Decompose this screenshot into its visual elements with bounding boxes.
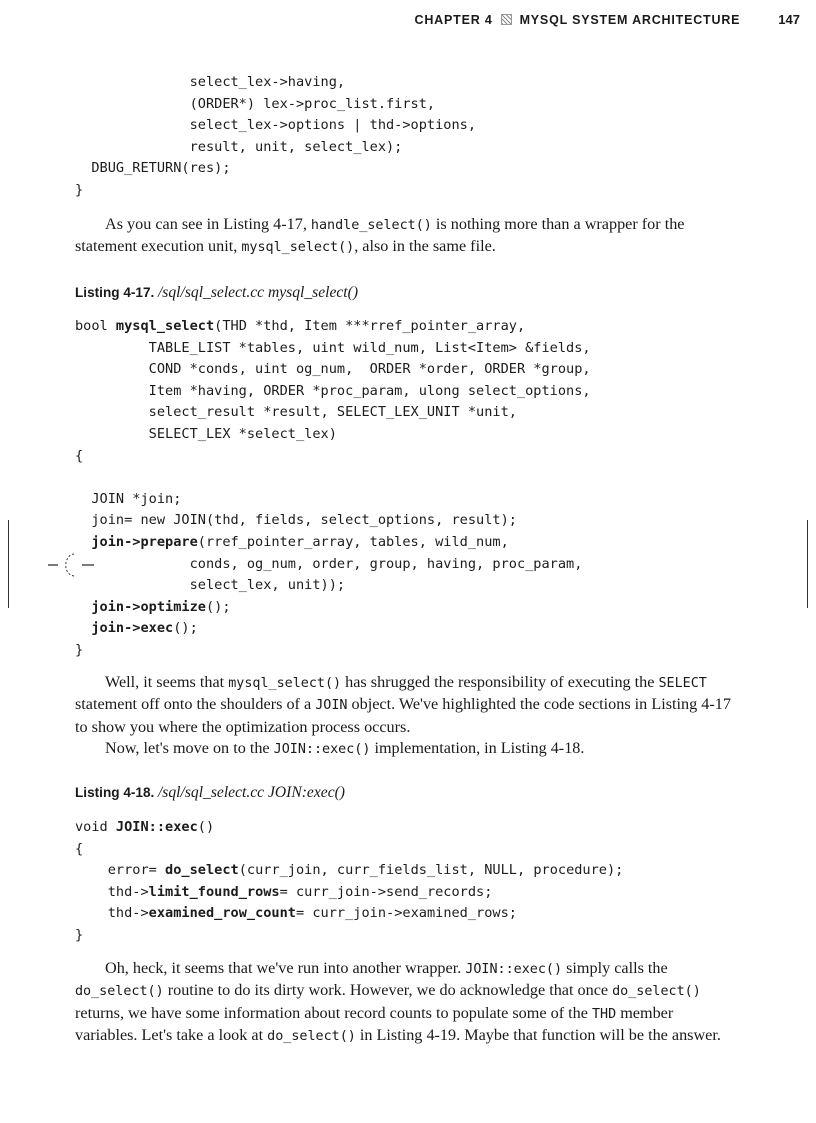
code-block-listing-4-18 [75,817,623,947]
code-line: } [75,181,84,198]
code-line: join->optimize(); [75,598,231,615]
listing-label: Listing 4-17. [75,285,155,300]
inline-code: JOIN::exec() [273,742,371,758]
code-line: result, unit, select_lex); [75,138,403,155]
code-line: select_result *result, SELECT_LEX_UNIT *unit, [75,404,517,421]
code-line: Item *having, ORDER *proc_param, ulong select_options, [75,382,591,399]
code-line: join->exec(); [75,620,198,637]
inline-code: JOIN::exec() [465,962,563,977]
code-line: COND *conds, uint og_num, ORDER *order, ORDER *group, [75,361,591,378]
code-line: { [75,447,84,464]
chapter-title: MYSQL SYSTEM ARCHITECTURE [519,12,741,27]
code-line: SELECT_LEX *select_lex) [75,425,337,442]
listing-caption-4-17 [75,284,358,302]
right-margin-rule [807,520,808,608]
chapter-label: CHAPTER 4 [414,12,493,27]
inline-code: mysql_select() [241,240,355,256]
code-line: DBUG_RETURN(res); [75,160,231,177]
code-line [75,467,591,489]
code-line: select_lex->having, [75,74,346,90]
code-line: } [75,926,84,943]
page-number: 147 [778,12,800,27]
inline-code: do_select() [75,984,164,1000]
paragraph-3: Now, let's move on to the JOIN::exec() implementation, in Listing 4-18. [105,739,585,758]
paragraph-4: Oh, heck, it seems that we've run into another wrapper. JOIN::exec() simply calls the do_select() routine to do its dirty work. However, we do acknowledge that once do_select() returns, we have some information about record counts to populate some of the THD member variables. Let's take a look at do_select() in Listing 4-19. Maybe that function will be the answer. [75,959,721,1045]
inline-code: SELECT [658,676,707,691]
listing-title: /sql/sql_select.cc JOIN:exec() [157,784,346,801]
code-line: join->prepare(rref_pointer_array, tables, wild_num, [75,533,509,550]
inline-code: THD [591,1006,617,1022]
code-line: error= do_select(curr_join, curr_fields_list, NULL, procedure); [75,862,624,879]
paragraph-1: As you can see in Listing 4-17, handle_select() is nothing more than a wrapper for the statement execution unit, mysql_select(), also in the same file. [75,215,685,256]
code-block-listing-4-17 [75,316,591,662]
inline-code: do_select() [267,1029,356,1045]
code-line: select_lex->options | thd->options, [75,117,477,134]
code-line: (ORDER*) lex->proc_list.first, [75,95,436,112]
code-line: JOIN *join; [75,490,182,507]
paragraph-2-3 [75,672,735,761]
listing-caption-4-18 [75,784,345,802]
square-bullet-icon [501,14,512,25]
inline-code: JOIN [315,698,348,714]
code-line: void JOIN::exec() [75,819,215,835]
code-line: thd->examined_row_count= curr_join->examined_rows; [75,905,517,922]
listing-label: Listing 4-18. [75,785,155,800]
code-line: thd->limit_found_rows= curr_join->send_records; [75,883,493,900]
listing-title: /sql/sql_select.cc mysql_select() [157,284,359,301]
inline-code: mysql_select() [228,676,342,691]
inline-code: handle_select() [310,218,432,233]
code-line: select_lex, unit)); [75,577,346,594]
code-line: conds, og_num, order, group, having, proc_param, [75,555,583,572]
code-line: join= new JOIN(thd, fields, select_options, result); [75,512,517,529]
paragraph-2: Well, it seems that mysql_select() has shrugged the responsibility of executing the SELECT statement off onto the shoulders of a JOIN object. We've highlighted the code sections in Listing 4-17 to show you where the optimization process occurs. [75,673,731,736]
code-line: bool mysql_select(THD *thd, Item ***rref_pointer_array, [75,318,526,334]
running-header [415,12,800,27]
code-line: TABLE_LIST *tables, uint wild_num, List<Item> &fields, [75,339,591,356]
code-block-continued [75,72,476,202]
left-margin-rule [8,520,9,608]
scan-crop-mark-icon [44,550,104,580]
code-line: } [75,641,84,658]
inline-code: do_select() [612,984,701,1000]
code-line: { [75,840,84,857]
